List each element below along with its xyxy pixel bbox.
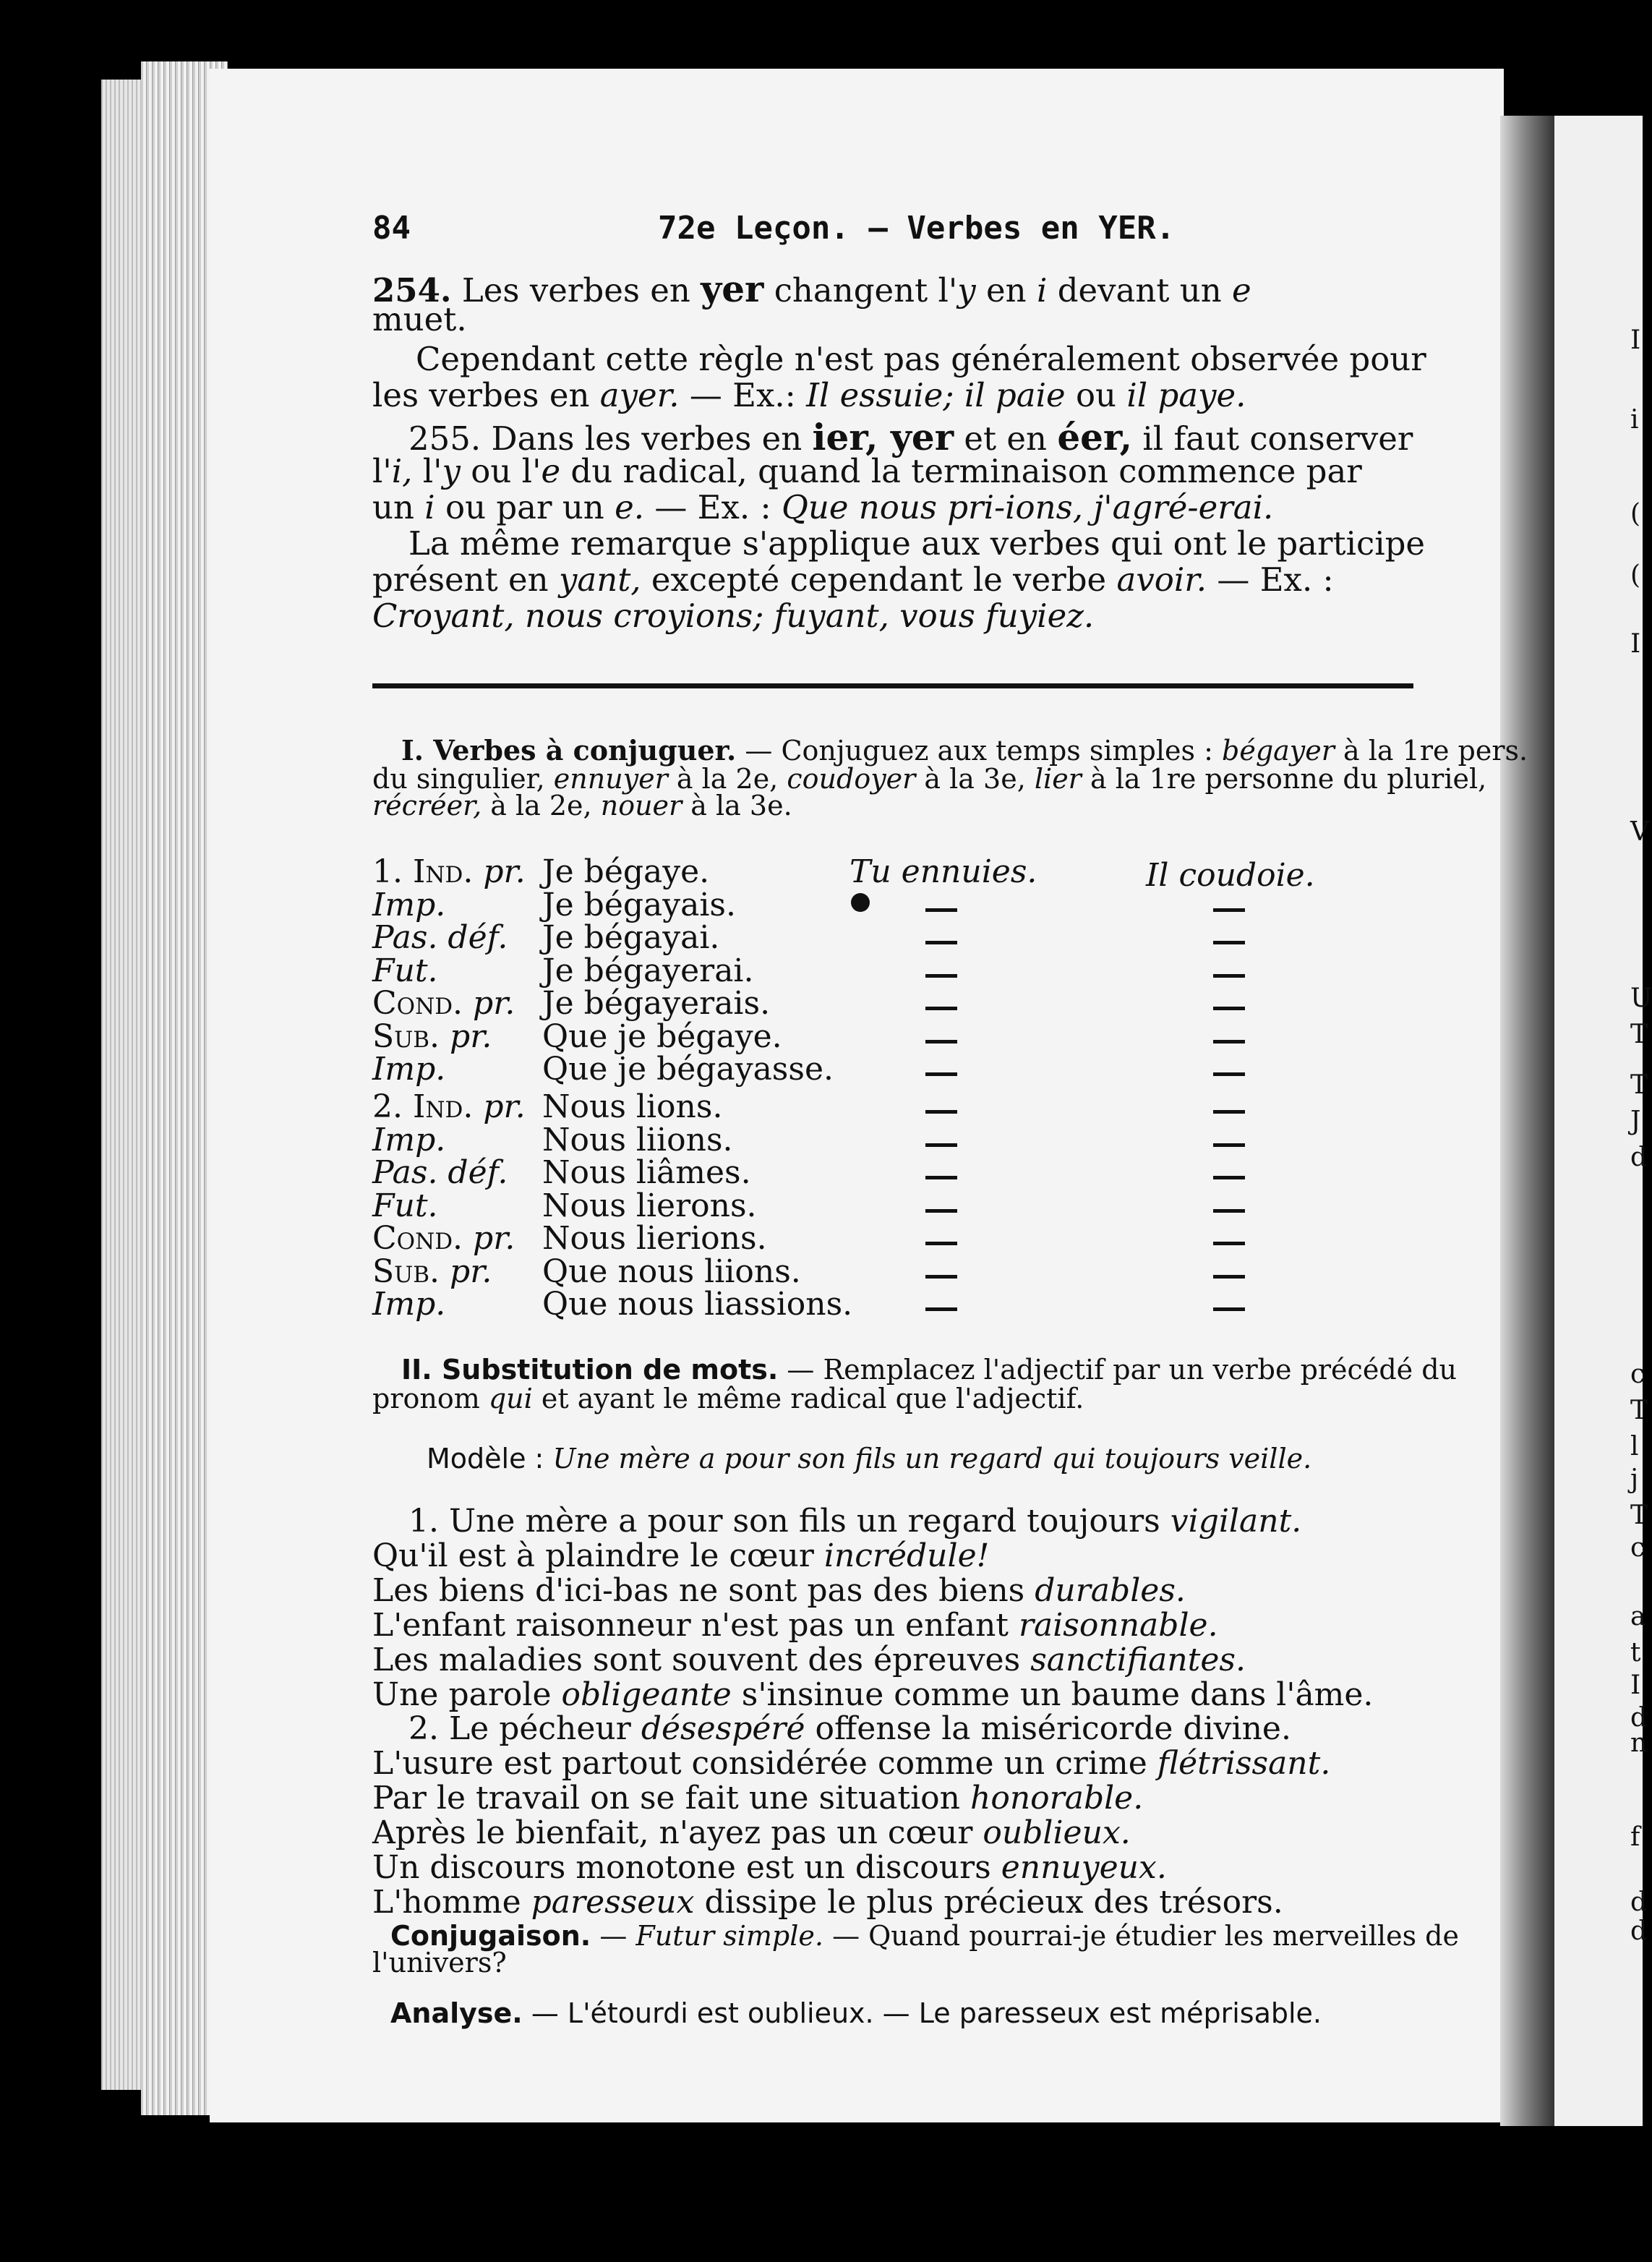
- rule-254-line4: les verbes en ayer. — Ex.: Il essuie; il paie ou il paye.: [372, 376, 1246, 414]
- col3-dash: [1213, 1007, 1245, 1010]
- col3-dash: [1213, 1209, 1245, 1213]
- facing-page-char: I: [1630, 629, 1641, 659]
- sentence-text: L'usure est partout considérée comme un crime: [372, 1745, 1147, 1782]
- model-line: Modèle : Une mère a pour son fils un regard qui toujours veille.: [427, 1443, 1312, 1474]
- facing-page-char: i: [1630, 405, 1639, 435]
- substitution-sentence: [372, 1572, 1186, 1609]
- exercise1-line2: du singulier, ennuyer à la 2e, coudoyer à la 3e, lier à la 1re personne du pluriel,: [372, 763, 1487, 795]
- conj-form: Je bégayais.: [542, 886, 736, 923]
- conj-form: Que nous liions.: [542, 1252, 801, 1290]
- section-divider: [372, 683, 1413, 688]
- facing-page-char: t: [1630, 1638, 1641, 1668]
- conj-mood: [372, 1088, 526, 1125]
- facing-page-char: T: [1630, 1396, 1648, 1425]
- col2-dash: [925, 1072, 957, 1076]
- conj-mood: [372, 853, 526, 890]
- facing-page: [1554, 116, 1646, 2126]
- sentence-adjective: ennuyeux.: [1001, 1849, 1167, 1886]
- sentence-text: Par le travail on se fait une situation: [372, 1780, 961, 1817]
- sentence-text: dissipe le plus précieux des trésors.: [704, 1884, 1283, 1921]
- col3-dash: [1213, 1242, 1245, 1245]
- conj-form: Nous liions.: [542, 1121, 733, 1158]
- conj-tense: pr.: [450, 1252, 492, 1290]
- facing-page-char: V: [1630, 817, 1649, 847]
- substitution-sentence: [372, 1745, 1330, 1782]
- facing-page-char: J: [1630, 1106, 1641, 1136]
- conj-form: Que je bégayasse.: [542, 1051, 834, 1088]
- substitution-sentence: [372, 1884, 1283, 1921]
- col2-dash: [925, 1110, 957, 1114]
- substitution-sentence: [372, 1849, 1167, 1886]
- sentence-text: Une parole: [372, 1676, 552, 1713]
- sentence-text: L'homme: [372, 1884, 521, 1921]
- facing-page-char: l: [1630, 1432, 1639, 1461]
- conj-form: Je bégayai.: [542, 919, 720, 956]
- conj-mood-name: Sub.: [372, 1017, 440, 1055]
- substitution-sentence: [372, 1676, 1373, 1713]
- sentence-adjective: incrédule!: [823, 1537, 990, 1574]
- col2-dash: [925, 1209, 957, 1213]
- col2-dash: [925, 1242, 957, 1245]
- sentence-text: offense la miséricorde divine.: [815, 1710, 1291, 1747]
- rule-255-line1: 255. Dans les verbes en ier, yer et en éer, il faut conserver: [408, 416, 1413, 458]
- facing-page-char: a: [1630, 1602, 1646, 1631]
- rule-255-line4: La même remarque s'applique aux verbes qui ont le participe: [408, 524, 1426, 563]
- exercise1-line3: récréer, à la 2e, nouer à la 3e.: [372, 790, 792, 821]
- conj-mood: [372, 952, 438, 989]
- facing-page-char: T: [1630, 1501, 1648, 1530]
- sentence-text: Qu'il est à plaindre le cœur: [372, 1537, 814, 1574]
- rule-254-line1: 254. Les verbes en yer changent l'y en i devant un e: [372, 268, 1251, 310]
- sentence-adjective: flétrissant.: [1157, 1745, 1331, 1782]
- sentence-text: Après le bienfait, n'ayez pas un cœur: [372, 1814, 973, 1851]
- sentence-adjective: paresseux: [531, 1884, 695, 1921]
- facing-page-char: (: [1630, 499, 1641, 529]
- conj-form: Nous liâmes.: [542, 1154, 751, 1191]
- conj-mood: [372, 1154, 508, 1191]
- page-title: 72e Leçon. — Verbes en YER.: [658, 210, 1176, 247]
- conj-form: Nous lierons.: [542, 1187, 757, 1224]
- col2-dash: [925, 941, 957, 944]
- rule-255-line6: Croyant, nous croyions; fuyant, vous fuyiez.: [372, 597, 1095, 635]
- conjugaison-line1: Conjugaison. — Futur simple. — Quand pourrai-je étudier les merveilles de: [390, 1920, 1459, 1952]
- conj-mood: [372, 1253, 492, 1290]
- substitution-sentence: [372, 1780, 1143, 1817]
- conj-mood: [372, 919, 508, 956]
- conj-mood-name: Cond.: [372, 1220, 463, 1257]
- col3-dash: [1213, 974, 1245, 978]
- sentence-text: L'enfant raisonneur n'est pas un enfant: [372, 1607, 1009, 1644]
- facing-page-char: c: [1630, 1360, 1645, 1389]
- facing-page-char: d: [1630, 1703, 1648, 1733]
- substitution-sentence: [372, 1537, 989, 1574]
- facing-page-char: I: [1630, 1670, 1641, 1700]
- exercise2-line1: II. Substitution de mots. — Remplacez l'adjectif par un verbe précédé du: [401, 1354, 1458, 1386]
- conj-tense: Fut.: [372, 1187, 438, 1224]
- substitution-sentence: [372, 1642, 1246, 1678]
- conj-mood-name: Cond.: [372, 985, 463, 1022]
- conj-form: Je bégayerai.: [542, 952, 754, 989]
- conj-form: Que nous liassions.: [542, 1286, 853, 1323]
- sentence-adjective: obligeante: [561, 1676, 732, 1713]
- facing-page-char: n: [1630, 1728, 1648, 1758]
- sentence-text: Les maladies sont souvent des épreuves: [372, 1642, 1021, 1678]
- conj-tense: pr.: [450, 1017, 492, 1055]
- conj-mood-name: 2. Ind.: [372, 1088, 474, 1125]
- conj-mood-name: Sub.: [372, 1252, 440, 1290]
- col2-dash: [925, 1307, 957, 1311]
- book-gutter: [1500, 116, 1558, 2126]
- sentence-text: 1. Une mère a pour son fils un regard toujours: [408, 1503, 1160, 1540]
- facing-page-char: U: [1630, 983, 1652, 1013]
- substitution-sentence: [408, 1710, 1291, 1747]
- col2-dash: [925, 1040, 957, 1043]
- sentence-text: s'insinue comme un baume dans l'âme.: [741, 1676, 1374, 1713]
- conj-mood: [372, 985, 515, 1022]
- conj-form: Nous lions.: [542, 1088, 723, 1125]
- conj-tense: pr.: [473, 1220, 515, 1257]
- facing-page-char: c: [1630, 1533, 1645, 1563]
- conj-tense: Imp.: [372, 1121, 446, 1158]
- sentence-adjective: désespéré: [641, 1710, 805, 1747]
- conj-tense: Fut.: [372, 952, 438, 989]
- facing-page-char: I: [1630, 325, 1641, 355]
- conj-tense: pr.: [483, 1088, 526, 1125]
- conj-mood: [372, 1187, 438, 1224]
- sentence-text: 2. Le pécheur: [408, 1710, 631, 1747]
- exercise1-line1: I. Verbes à conjuguer. — Conjuguez aux temps simples : bégayer à la 1re pers.: [401, 734, 1528, 767]
- col3-dash: [1213, 908, 1245, 912]
- col3-dash: [1213, 1143, 1245, 1147]
- col2-header: Tu ennuies.: [849, 853, 1037, 890]
- facing-page-char: d: [1630, 1887, 1648, 1917]
- sentence-adjective: oublieux.: [983, 1814, 1131, 1851]
- conj-mood: [372, 1286, 445, 1323]
- substitution-sentence: [372, 1814, 1131, 1851]
- facing-page-char: f: [1630, 1822, 1640, 1852]
- col3-dash: [1213, 941, 1245, 944]
- ink-blot: [851, 893, 870, 912]
- col2-dash: [925, 908, 957, 912]
- conj-tense: Imp.: [372, 1286, 446, 1323]
- facing-page-char: T: [1630, 1070, 1648, 1100]
- sentence-adjective: raisonnable.: [1018, 1607, 1218, 1644]
- conj-tense: Imp.: [372, 1051, 446, 1088]
- conj-tense: Pas. déf.: [372, 1154, 508, 1191]
- col3-dash: [1213, 1110, 1245, 1114]
- substitution-sentence: [372, 1607, 1218, 1644]
- col3-dash: [1213, 1275, 1245, 1279]
- rule-255-line5: présent en yant, excepté cependant le verbe avoir. — Ex. :: [372, 560, 1334, 599]
- conj-mood: [372, 1220, 515, 1257]
- col3-header: Il coudoie.: [1146, 857, 1315, 894]
- sentence-adjective: durables.: [1035, 1572, 1186, 1609]
- page-number: 84: [372, 210, 411, 247]
- col2-dash: [925, 1176, 957, 1179]
- conj-form: Que je bégaye.: [542, 1017, 782, 1055]
- rule-254-line3: Cependant cette règle n'est pas généralement observée pour: [416, 340, 1426, 378]
- col3-dash: [1213, 1307, 1245, 1311]
- conj-tense: pr.: [483, 853, 526, 890]
- conj-form: Je bégayerais.: [542, 985, 771, 1022]
- conj-mood: [372, 887, 445, 923]
- sentence-text: Les biens d'ici-bas ne sont pas des biens: [372, 1572, 1025, 1609]
- sentence-text: Un discours monotone est un discours: [372, 1849, 991, 1886]
- conj-mood: [372, 1051, 445, 1088]
- col3-dash: [1213, 1176, 1245, 1179]
- conjugaison-line2: l'univers?: [372, 1947, 507, 1979]
- col2-dash: [925, 974, 957, 978]
- col2-dash: [925, 1143, 957, 1147]
- facing-page-char: d: [1630, 1916, 1648, 1946]
- rule-255-line2: l'i, l'y ou l'e du radical, quand la terminaison commence par: [372, 452, 1362, 490]
- sentence-adjective: vigilant.: [1170, 1503, 1302, 1540]
- sentence-adjective: honorable.: [970, 1780, 1144, 1817]
- col2-dash: [925, 1275, 957, 1279]
- col2-dash: [925, 1007, 957, 1010]
- facing-page-char: (: [1630, 560, 1641, 590]
- conj-tense: Pas. déf.: [372, 919, 508, 956]
- conj-tense: Imp.: [372, 886, 446, 923]
- facing-page-char: j: [1630, 1464, 1639, 1494]
- analyse-line: Analyse. — L'étourdi est oublieux. — Le paresseux est méprisable.: [390, 1997, 1322, 2029]
- conj-mood-name: 1. Ind.: [372, 853, 474, 890]
- conj-mood: [372, 1122, 445, 1158]
- page-stack-outer: [101, 80, 145, 2090]
- substitution-sentence: [408, 1503, 1301, 1540]
- facing-page-char: d: [1630, 1143, 1648, 1172]
- conj-tense: pr.: [473, 985, 515, 1022]
- col3-dash: [1213, 1040, 1245, 1043]
- conj-form: Je bégaye.: [542, 853, 710, 890]
- conj-mood: [372, 1018, 492, 1055]
- conj-form: Nous lierions.: [542, 1220, 767, 1257]
- exercise2-line2: pronom qui et ayant le même radical que l'adjectif.: [372, 1383, 1084, 1414]
- rule-254-line2: muet.: [372, 300, 467, 338]
- col3-dash: [1213, 1072, 1245, 1076]
- facing-page-char: T: [1630, 1020, 1648, 1049]
- sentence-adjective: sanctifiantes.: [1030, 1642, 1246, 1678]
- rule-255-line3: un i ou par un e. — Ex. : Que nous pri-ions, j'agré-erai.: [372, 488, 1274, 526]
